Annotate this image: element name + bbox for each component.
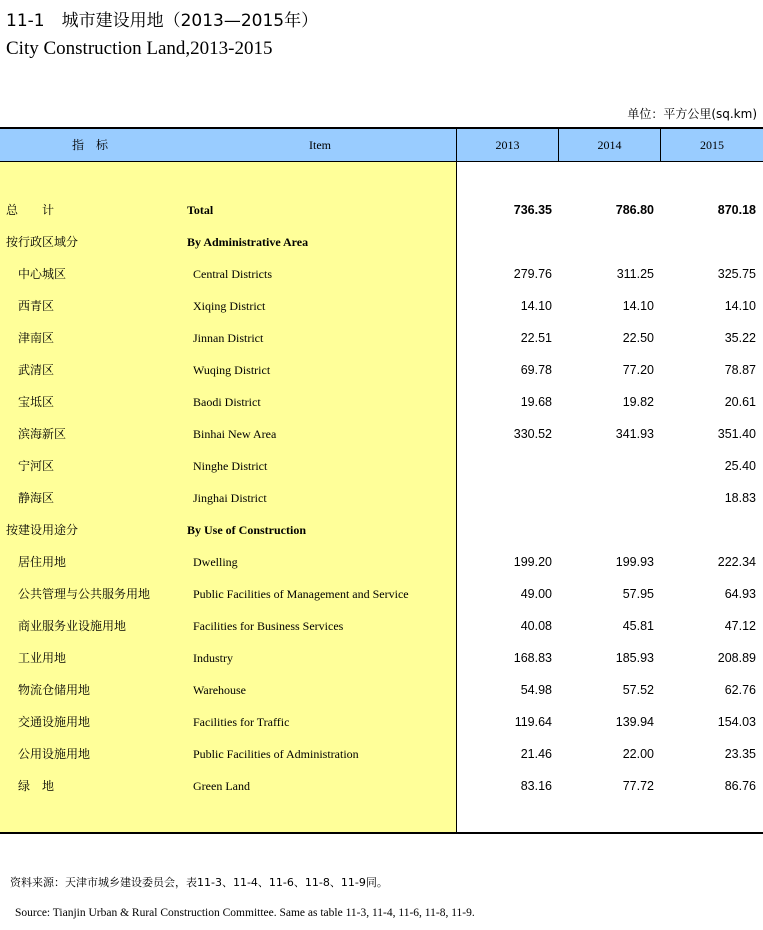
table-row <box>0 546 763 578</box>
row-label-cn: 按建设用途分 <box>6 523 79 537</box>
table-row <box>0 322 763 354</box>
table-row <box>0 642 763 674</box>
cell-2014: 185.93 <box>615 651 654 665</box>
cell-2014: 77.20 <box>622 363 654 377</box>
cell-2014: 199.93 <box>615 555 654 569</box>
table-row <box>0 450 763 482</box>
row-label-cn: 商业服务业设施用地 <box>18 619 127 633</box>
table-header-rule <box>0 161 763 162</box>
cell-2015: 62.76 <box>724 683 756 697</box>
page-title-cn: 11-1 城市建设用地（2013—2015年） <box>6 11 319 31</box>
cell-2013: 69.78 <box>520 363 552 377</box>
table-row <box>0 386 763 418</box>
table-row <box>0 706 763 738</box>
table-row <box>0 770 763 802</box>
row-label-en: By Use of Construction <box>187 523 306 537</box>
table-row <box>0 610 763 642</box>
row-label-cn: 滨海新区 <box>18 427 67 441</box>
table-row <box>0 194 763 226</box>
unit-label: 单位：平方公里(sq.km) <box>627 107 757 121</box>
row-label-en: Binhai New Area <box>193 427 277 441</box>
cell-2014: 22.50 <box>622 331 654 345</box>
row-label-cn: 中心城区 <box>18 267 67 281</box>
header-indicator: 指 标 <box>71 138 108 152</box>
row-label-en: Warehouse <box>193 683 247 697</box>
cell-2014: 341.93 <box>615 427 654 441</box>
cell-2015: 351.40 <box>717 427 756 441</box>
cell-2013: 83.16 <box>520 779 552 793</box>
cell-2013: 40.08 <box>520 619 552 633</box>
header-2015: 2015 <box>700 138 724 152</box>
table-row <box>0 514 763 546</box>
cell-2015: 20.61 <box>724 395 756 409</box>
table-row <box>0 738 763 770</box>
cell-2015: 154.03 <box>717 715 756 729</box>
row-label-cn: 静海区 <box>18 491 55 505</box>
cell-2015: 47.12 <box>724 619 756 633</box>
row-label-en: Public Facilities of Administration <box>193 747 359 761</box>
table-row <box>0 418 763 450</box>
row-label-cn: 绿 地 <box>18 779 55 793</box>
source-note-cn: 资料来源：天津市城乡建设委员会，表11-3、11-4、11-6、11-8、11-9同。 <box>10 876 388 889</box>
row-label-en: Jinghai District <box>193 491 267 505</box>
cell-2015: 78.87 <box>724 363 756 377</box>
source-note-en: Source: Tianjin Urban & Rural Construction Committee. Same as table 11-3, 11-4, 11-6, 11-8, 11-9. <box>15 907 475 919</box>
cell-2014: 57.52 <box>622 683 654 697</box>
row-label-en: Facilities for Business Services <box>193 619 344 633</box>
row-label-en: Industry <box>193 651 233 665</box>
cell-2014: 77.72 <box>622 779 654 793</box>
table-bottom-rule <box>0 832 763 834</box>
row-label-en: By Administrative Area <box>187 235 309 249</box>
row-label-cn: 宁河区 <box>18 459 55 473</box>
row-label-cn: 工业用地 <box>18 651 67 665</box>
cell-2014: 57.95 <box>622 587 654 601</box>
cell-2013: 21.46 <box>520 747 552 761</box>
cell-2015: 870.18 <box>717 203 756 217</box>
cell-2014: 19.82 <box>622 395 654 409</box>
cell-2013: 199.20 <box>513 555 552 569</box>
table-row <box>0 290 763 322</box>
header-2014: 2014 <box>597 138 622 152</box>
cell-2014: 22.00 <box>622 747 654 761</box>
row-label-cn: 津南区 <box>18 331 55 345</box>
row-label-cn: 武清区 <box>18 363 55 377</box>
cell-2013: 14.10 <box>520 299 552 313</box>
table-row <box>0 354 763 386</box>
cell-2015: 18.83 <box>724 491 756 505</box>
row-label-cn: 居住用地 <box>18 555 67 569</box>
cell-2015: 222.34 <box>717 555 756 569</box>
cell-2013: 54.98 <box>520 683 552 697</box>
row-label-cn: 西青区 <box>18 299 55 313</box>
row-label-cn: 公用设施用地 <box>18 747 91 761</box>
cell-2015: 14.10 <box>724 299 756 313</box>
cell-2013: 330.52 <box>513 427 552 441</box>
cell-2014: 786.80 <box>615 203 654 217</box>
cell-2013: 279.76 <box>513 267 552 281</box>
table-row <box>0 226 763 258</box>
cell-2015: 208.89 <box>717 651 756 665</box>
cell-2014: 139.94 <box>615 715 654 729</box>
row-label-cn: 总 计 <box>6 203 55 217</box>
cell-2015: 35.22 <box>724 331 756 345</box>
table-row <box>0 674 763 706</box>
row-label-cn: 公共管理与公共服务用地 <box>18 587 151 601</box>
table-row <box>0 578 763 610</box>
row-label-en: Total <box>187 203 214 217</box>
cell-2013: 736.35 <box>513 203 552 217</box>
row-label-en: Baodi District <box>193 395 261 409</box>
cell-2015: 86.76 <box>724 779 756 793</box>
table-row <box>0 482 763 514</box>
cell-2015: 25.40 <box>724 459 756 473</box>
cell-2015: 23.35 <box>724 747 756 761</box>
row-label-en: Facilities for Traffic <box>193 715 290 729</box>
page-title-en: City Construction Land,2013-2015 <box>6 38 273 59</box>
cell-2014: 45.81 <box>622 619 654 633</box>
header-item: Item <box>309 138 331 152</box>
row-label-en: Jinnan District <box>193 331 264 345</box>
cell-2013: 119.64 <box>514 715 552 729</box>
row-label-en: Xiqing District <box>193 299 266 313</box>
cell-2013: 168.83 <box>513 651 552 665</box>
row-label-en: Green Land <box>193 779 250 793</box>
cell-2014: 14.10 <box>622 299 654 313</box>
row-label-en: Public Facilities of Management and Service <box>193 587 409 601</box>
cell-2015: 325.75 <box>717 267 756 281</box>
cell-2013: 22.51 <box>520 331 552 345</box>
header-2013: 2013 <box>495 138 520 152</box>
cell-2015: 64.93 <box>724 587 756 601</box>
cell-2014: 311.25 <box>616 267 654 281</box>
table-row <box>0 258 763 290</box>
row-label-en: Ninghe District <box>193 459 268 473</box>
cell-2013: 19.68 <box>520 395 552 409</box>
row-label-cn: 按行政区域分 <box>6 235 79 249</box>
row-label-en: Dwelling <box>193 555 238 569</box>
row-label-cn: 宝坻区 <box>18 395 55 409</box>
row-label-en: Central Districts <box>193 267 272 281</box>
row-label-en: Wuqing District <box>193 363 271 377</box>
row-label-cn: 交通设施用地 <box>18 715 91 729</box>
cell-2013: 49.00 <box>520 587 552 601</box>
row-label-cn: 物流仓储用地 <box>18 683 91 697</box>
